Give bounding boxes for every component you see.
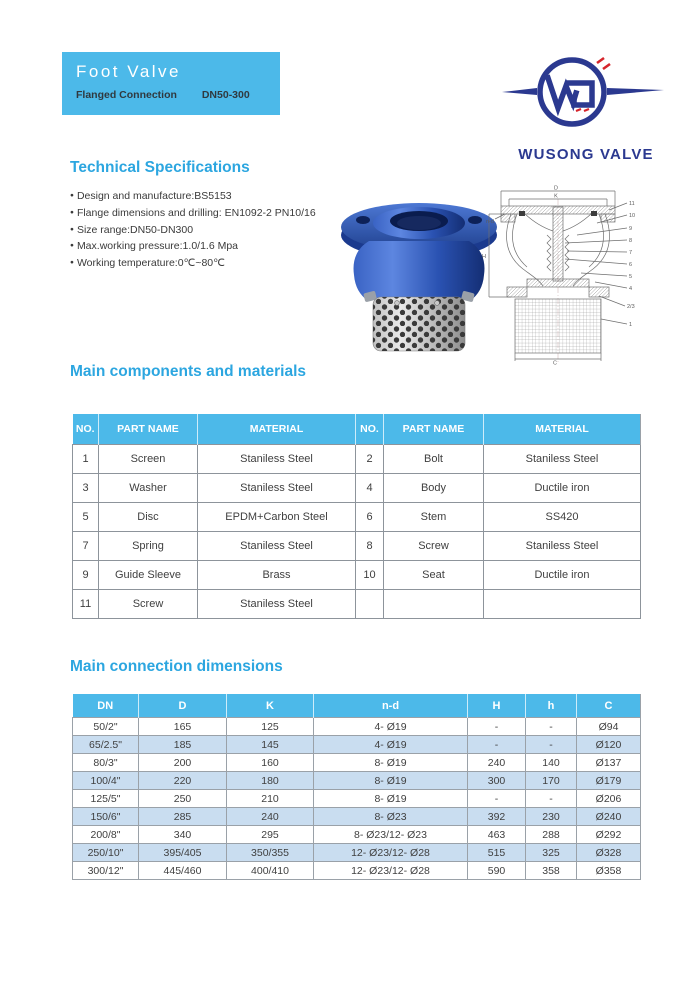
section-heading-dimensions: Main connection dimensions <box>70 658 283 675</box>
dim-label-h: H <box>482 254 486 260</box>
table-cell: 250/10" <box>73 844 139 862</box>
table-cell: 9 <box>73 561 99 590</box>
table-cell: 50/2" <box>73 718 139 736</box>
table-row <box>73 862 641 880</box>
table-cell: Staniless Steel <box>484 445 641 474</box>
table-row <box>73 826 641 844</box>
table-cell: 240 <box>468 754 526 772</box>
table-cell: Staniless Steel <box>484 532 641 561</box>
table-cell: Screw <box>384 532 484 561</box>
table-cell: Ø240 <box>577 808 641 826</box>
spec-list <box>70 188 345 272</box>
table-cell: 200 <box>139 754 227 772</box>
product-subtitle <box>76 89 280 101</box>
table-cell: 65/2.5" <box>73 736 139 754</box>
table-row <box>73 503 641 532</box>
table-cell: - <box>468 718 526 736</box>
callout-8: 8 <box>629 238 633 244</box>
callout-5: 5 <box>629 274 633 280</box>
dim-label-d: D <box>554 185 558 192</box>
table-cell: Ductile iron <box>484 474 641 503</box>
column-header: DN <box>73 694 139 718</box>
table-cell: 350/355 <box>227 844 314 862</box>
table-cell: EPDM+Carbon Steel <box>198 503 356 532</box>
table-cell: 515 <box>468 844 526 862</box>
table-row <box>73 844 641 862</box>
table-cell: Seat <box>384 561 484 590</box>
table-row <box>73 736 641 754</box>
table-cell: 400/410 <box>227 862 314 880</box>
callout-10: 10 <box>629 213 636 219</box>
table-cell: 250 <box>139 790 227 808</box>
table-cell: Staniless Steel <box>198 590 356 619</box>
table-row <box>73 474 641 503</box>
column-header: MATERIAL <box>198 414 356 445</box>
table-cell: Disc <box>99 503 198 532</box>
table-cell: 230 <box>526 808 577 826</box>
column-header: n-d <box>314 694 468 718</box>
table-cell: 590 <box>468 862 526 880</box>
table-cell: Ø292 <box>577 826 641 844</box>
components-header-row <box>73 414 641 445</box>
components-table <box>72 414 641 619</box>
table-cell: 185 <box>139 736 227 754</box>
technical-drawing <box>481 183 641 365</box>
column-header: PART NAME <box>384 414 484 445</box>
table-cell: 300 <box>468 772 526 790</box>
table-row <box>73 718 641 736</box>
table-cell: 4- Ø19 <box>314 736 468 754</box>
table-cell: Ø137 <box>577 754 641 772</box>
column-header: D <box>139 694 227 718</box>
table-cell: 170 <box>526 772 577 790</box>
column-header: NO. <box>356 414 384 445</box>
table-cell: 165 <box>139 718 227 736</box>
table-row <box>73 561 641 590</box>
callout-7: 7 <box>629 250 633 256</box>
table-cell: 340 <box>139 826 227 844</box>
table-cell: Ø328 <box>577 844 641 862</box>
table-cell: - <box>526 736 577 754</box>
table-cell: 1 <box>73 445 99 474</box>
table-cell: 8 <box>356 532 384 561</box>
table-cell <box>484 590 641 619</box>
table-cell: 5 <box>73 503 99 532</box>
table-cell: - <box>468 790 526 808</box>
table-cell: 8- Ø19 <box>314 754 468 772</box>
table-cell: 150/6" <box>73 808 139 826</box>
column-header: C <box>577 694 641 718</box>
table-cell: 140 <box>526 754 577 772</box>
callout-11: 11 <box>629 201 635 207</box>
spec-bullet: ● Working temperature:0℃~80℃ <box>70 255 345 272</box>
dimensions-header-row <box>73 694 641 718</box>
table-cell: 160 <box>227 754 314 772</box>
table-row <box>73 772 641 790</box>
table-row <box>73 590 641 619</box>
table-cell: 3 <box>73 474 99 503</box>
table-row <box>73 754 641 772</box>
product-photo <box>333 183 505 355</box>
brand-name: WUSONG VALVE <box>518 146 654 163</box>
callout-6: 6 <box>629 262 633 268</box>
table-cell: 285 <box>139 808 227 826</box>
table-row <box>73 532 641 561</box>
dim-label-k: K <box>554 193 558 200</box>
table-cell: 395/405 <box>139 844 227 862</box>
table-cell: 210 <box>227 790 314 808</box>
table-cell: Ø94 <box>577 718 641 736</box>
size-range-label: DN50-300 <box>201 89 250 101</box>
table-cell: 240 <box>227 808 314 826</box>
table-cell: Bolt <box>384 445 484 474</box>
table-row <box>73 808 641 826</box>
table-cell: 4- Ø19 <box>314 718 468 736</box>
table-cell: 445/460 <box>139 862 227 880</box>
column-header: PART NAME <box>99 414 198 445</box>
table-row <box>73 790 641 808</box>
table-cell: Staniless Steel <box>198 474 356 503</box>
table-cell: 8- Ø19 <box>314 790 468 808</box>
table-cell <box>356 590 384 619</box>
table-cell: 8- Ø23/12- Ø23 <box>314 826 468 844</box>
spec-bullet: ● Size range:DN50-DN300 <box>70 222 345 239</box>
table-cell: Ø120 <box>577 736 641 754</box>
callout-2-3: 2/3 <box>627 304 635 310</box>
column-header: K <box>227 694 314 718</box>
column-header: H <box>468 694 526 718</box>
dim-label-c: C <box>553 360 557 365</box>
table-cell: 358 <box>526 862 577 880</box>
table-cell: Guide Sleeve <box>99 561 198 590</box>
dim-label-nd: n-d <box>486 219 494 225</box>
table-cell: Screen <box>99 445 198 474</box>
spec-bullet: ● Design and manufacture:BS5153 <box>70 188 345 205</box>
table-cell: 325 <box>526 844 577 862</box>
table-cell: 463 <box>468 826 526 844</box>
table-cell: Ø358 <box>577 862 641 880</box>
table-cell: 10 <box>356 561 384 590</box>
table-cell: 288 <box>526 826 577 844</box>
table-cell: 2 <box>356 445 384 474</box>
table-cell: 100/4" <box>73 772 139 790</box>
callout-9: 9 <box>629 226 633 232</box>
table-row <box>73 445 641 474</box>
table-cell: 125/5" <box>73 790 139 808</box>
callout-1: 1 <box>629 322 633 328</box>
table-cell: Staniless Steel <box>198 445 356 474</box>
table-cell: Ø179 <box>577 772 641 790</box>
table-cell: SS420 <box>484 503 641 532</box>
callout-4: 4 <box>629 286 633 292</box>
table-cell: Staniless Steel <box>198 532 356 561</box>
table-cell: 300/12" <box>73 862 139 880</box>
company-logo <box>500 48 672 163</box>
table-cell: 180 <box>227 772 314 790</box>
table-cell: Spring <box>99 532 198 561</box>
table-cell: 8- Ø19 <box>314 772 468 790</box>
table-cell: 8- Ø23 <box>314 808 468 826</box>
table-cell: Brass <box>198 561 356 590</box>
table-cell: 295 <box>227 826 314 844</box>
spec-bullet: ● Flange dimensions and drilling: EN1092-2 PN10/16 <box>70 205 345 222</box>
table-cell: 12- Ø23/12- Ø28 <box>314 862 468 880</box>
table-cell: 392 <box>468 808 526 826</box>
table-cell <box>384 590 484 619</box>
table-cell: Ductile iron <box>484 561 641 590</box>
table-cell: Screw <box>99 590 198 619</box>
table-cell: - <box>526 790 577 808</box>
table-cell: 125 <box>227 718 314 736</box>
table-cell: Ø206 <box>577 790 641 808</box>
table-cell: Washer <box>99 474 198 503</box>
table-cell: 6 <box>356 503 384 532</box>
table-cell: 145 <box>227 736 314 754</box>
wusong-logo-icon <box>500 48 672 140</box>
table-cell: Stem <box>384 503 484 532</box>
product-title-banner <box>62 52 280 115</box>
table-cell: - <box>468 736 526 754</box>
column-header: h <box>526 694 577 718</box>
table-cell: 12- Ø23/12- Ø28 <box>314 844 468 862</box>
connection-type-label: Flanged Connection <box>76 89 177 101</box>
table-cell: 200/8" <box>73 826 139 844</box>
table-cell: 80/3" <box>73 754 139 772</box>
table-cell: 7 <box>73 532 99 561</box>
table-cell: Body <box>384 474 484 503</box>
table-cell: 4 <box>356 474 384 503</box>
section-heading-technical-specifications: Technical Specifications <box>70 159 250 176</box>
product-title: Foot Valve <box>76 62 182 81</box>
table-cell: - <box>526 718 577 736</box>
column-header: NO. <box>73 414 99 445</box>
table-cell: 220 <box>139 772 227 790</box>
table-cell: 11 <box>73 590 99 619</box>
column-header: MATERIAL <box>484 414 641 445</box>
spec-bullet: ● Max.working pressure:1.0/1.6 Mpa <box>70 238 345 255</box>
dimensions-table <box>72 694 641 880</box>
section-heading-components: Main components and materials <box>70 363 306 380</box>
